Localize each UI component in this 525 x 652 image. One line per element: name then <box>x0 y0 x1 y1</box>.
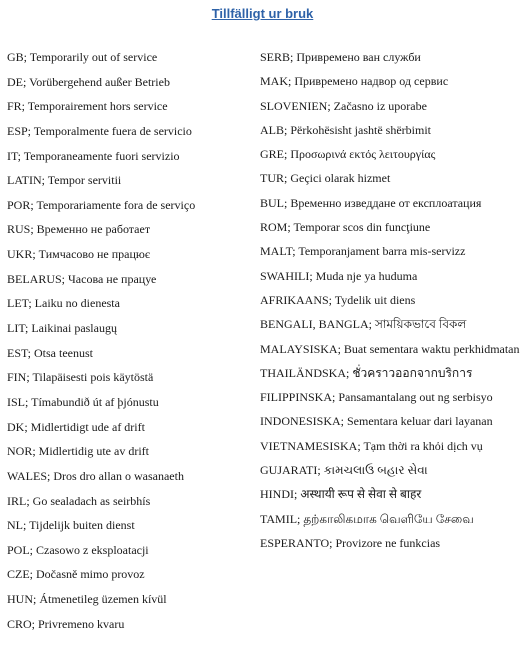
list-item: SLOVENIEN; Začasno iz uporabe <box>260 98 427 113</box>
list-item: TAMIL; தற்காலிகமாக வெளியே சேவை <box>260 511 474 526</box>
list-item: ISL; Tímabundið út af þjónustu <box>7 394 159 409</box>
list-item: LET; Laiku no dienesta <box>7 296 120 311</box>
list-item: FIN; Tilapäisesti pois käytöstä <box>7 370 154 385</box>
list-item: FILIPPINSKA; Pansamantalang out ng serbisyo <box>260 390 493 405</box>
list-item: GRE; Προσωρινά εκτός λειτουργίας <box>260 147 436 162</box>
list-item: SWAHILI; Muda nje ya huduma <box>260 268 418 283</box>
list-item: NL; Tijdelijk buiten dienst <box>7 518 135 533</box>
right-column <box>260 48 522 558</box>
list-item: AFRIKAANS; Tydelik uit diens <box>260 292 416 307</box>
list-item: POR; Temporariamente fora de serviço <box>7 197 196 212</box>
list-item: FR; Temporairement hors service <box>7 99 168 114</box>
list-item: BUL; Временно изведдане от експлоатация <box>260 195 482 210</box>
list-item: ESP; Temporalmente fuera de servicio <box>7 123 192 138</box>
list-item: UKR; Тимчасово не працює <box>7 247 151 262</box>
list-item: LIT; Laikinai paslaugų <box>7 321 117 336</box>
left-column <box>7 48 252 639</box>
list-item: IT; Temporaneamente fuori servizio <box>7 148 180 163</box>
list-item: GB; Temporarily out of service <box>7 50 158 64</box>
list-item: MALAYSISKA; Buat sementara waktu perkhidmatan <box>260 341 520 356</box>
list-item: NOR; Midlertidig ute av drift <box>7 444 149 459</box>
list-item: BELARUS; Часова не працуе <box>7 271 157 286</box>
list-item: ALB; Përkohësisht jashtë shërbimit <box>260 122 431 137</box>
list-item: THAILÄNDSKA; ชั่วคราวออกจากบริการ <box>260 365 473 380</box>
list-item: POL; Czasowo z eksploatacji <box>7 542 149 557</box>
list-item: CRO; Privremeno kvaru <box>7 616 125 631</box>
list-item: TUR; Geçici olarak hizmet <box>260 171 391 186</box>
list-item: WALES; Dros dro allan o wasanaeth <box>7 468 184 483</box>
list-item: DK; Midlertidigt ude af drift <box>7 419 145 434</box>
list-item: VIETNAMESISKA; Tạm thời ra khỏi dịch vụ <box>260 438 483 453</box>
list-item: IRL; Go sealadach as seirbhís <box>7 493 151 508</box>
list-item: ESPERANTO; Provizore ne funkcias <box>260 535 441 550</box>
list-item: GUJARATI; કામચલાઉ બહાર સેવા <box>260 463 428 478</box>
list-item: HUN; Átmenetileg üzemen kívül <box>7 592 167 607</box>
list-item: CZE; Dočasně mimo provoz <box>7 567 145 582</box>
list-item: DE; Vorübergehend außer Betrieb <box>7 74 170 89</box>
list-item: MALT; Temporanjament barra mis-servizz <box>260 244 466 259</box>
list-item: INDONESISKA; Sementara keluar dari layanan <box>260 414 493 429</box>
list-item: EST; Otsa teenust <box>7 345 93 360</box>
list-item: BENGALI, BANGLA; সাময়িকভাবে বিকল <box>260 317 467 332</box>
list-item: ROM; Temporar scos din funcţiune <box>260 220 431 235</box>
list-item: RUS; Временно не работает <box>7 222 151 237</box>
list-item: LATIN; Tempor servitii <box>7 173 122 188</box>
page-title: Tillfälligt ur bruk <box>211 6 314 21</box>
list-item: SERB; Привремено ван служби <box>260 50 421 64</box>
list-item: HINDI; अस्थायी रूप से सेवा से बाहर <box>260 487 422 502</box>
list-item: MAK; Привремено надвор од сервис <box>260 74 449 89</box>
